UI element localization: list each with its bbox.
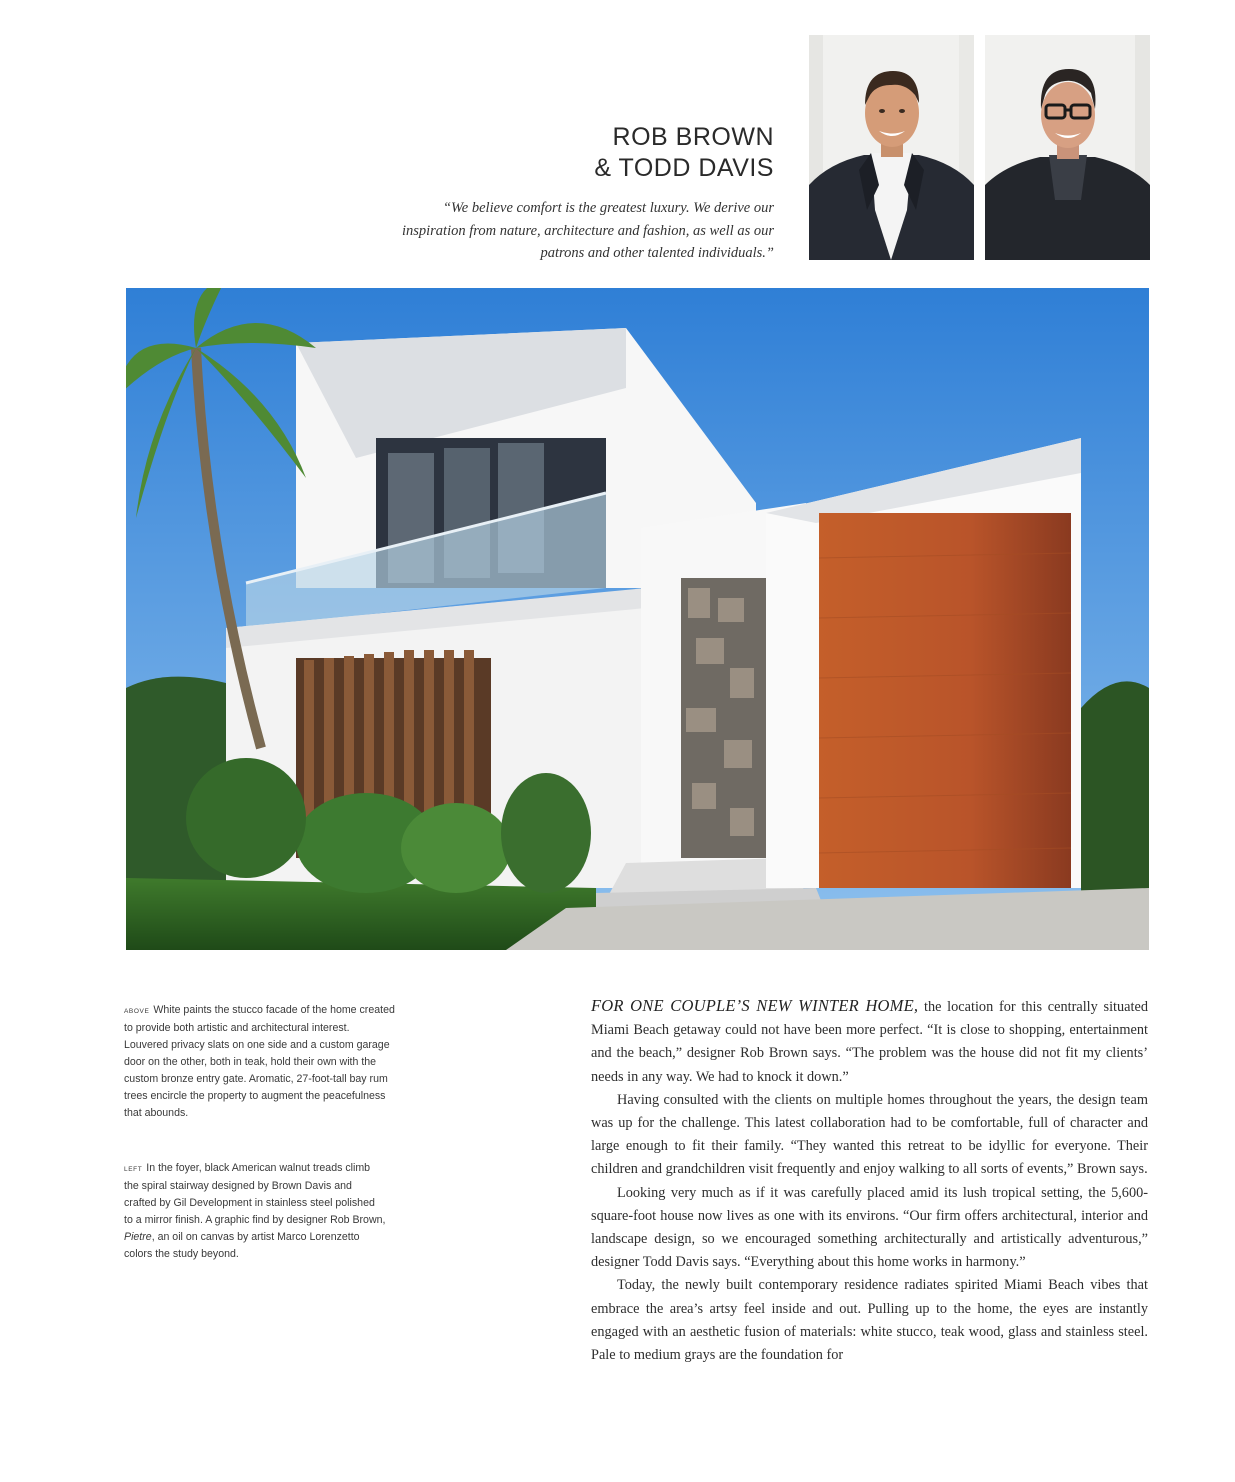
- caption-text-left-1: In the foyer, black American walnut treads climb the spiral stairway designed by Brown Davis and crafted by Gil Development in stainless steel polished to a mirror finish. A graphic find by designer Rob Brown,: [124, 1162, 386, 1226]
- artwork-title: Pietre: [124, 1231, 152, 1243]
- designer-quote: “We believe comfort is the greatest luxury. We derive our inspiration from nature, architecture and fashion, as well as our patrons and other talented individuals.”: [401, 200, 774, 261]
- article-lead-in: FOR ONE COUPLE’S NEW WINTER HOME,: [591, 996, 919, 1015]
- house-facade-illustration: [126, 288, 1149, 950]
- caption-tag-left: LEFT: [124, 1166, 143, 1173]
- caption-text-left-2: , an oil on canvas by artist Marco Lorenzetto colors the study beyond.: [124, 1231, 360, 1260]
- portrait-todd-davis: [985, 35, 1150, 260]
- house-exterior-photo: [126, 288, 1149, 950]
- caption-text-above: White paints the stucco facade of the home created to provide both artistic and architectural interest. Louvered privacy slats on one side and a custom garage door on the other, both in teak, hold their own with the custom bronze entry gate. Aromatic, 27-foot-tall bay rum trees encircle the property to augment the peacefulness that abounds.: [124, 1004, 395, 1119]
- designer-name-line-2: & TODD DAVIS: [594, 154, 774, 182]
- photo-caption-left: [124, 1160, 386, 1263]
- article-paragraph-4: Today, the newly built contemporary residence radiates spirited Miami Beach vibes that embrace the area’s artsy feel inside and out. Pulling up to the home, the eyes are instantly engaged with an aesthetic fusion of materials: white stucco, teak wood, glass and stainless steel. Pale to medium grays are the foundation for: [591, 1277, 1148, 1364]
- article-paragraph-2: Having consulted with the clients on multiple homes throughout the years, the design team was up for the challenge. This latest collaboration had to be comfortable, full of character and large enough to fit their family. “They wanted this retreat to be idyllic for everyone. Their children and grandchildren visit frequently and enjoy walking to all sorts of events,” Brown says.: [591, 1091, 1148, 1178]
- portrait-photo: [985, 35, 1150, 260]
- article-paragraph-1-text: the location for this centrally situated Miami Beach getaway could not have been more perfect. “It is close to shopping, entertainment and the beach,” designer Rob Brown says. “The problem was the house did not fit my clients’ needs in any way. We had to knock it down.”: [591, 999, 1148, 1085]
- designer-names: [540, 122, 774, 184]
- article-paragraph-3: Looking very much as if it was carefully placed amid its lush tropical setting, the 5,600-square-foot house now lives as one with its environs. “Our firm offers architectural, interior and landscape design, so we encouraged something architecturally and artistically adventurous,” designer Todd Davis says. “Everything about this home works in harmony.”: [591, 1184, 1148, 1271]
- caption-tag-above: ABOVE: [124, 1008, 150, 1015]
- photo-caption-above: [124, 1002, 396, 1122]
- article-paragraph: [591, 994, 1148, 1089]
- designer-name-line-1: ROB BROWN: [612, 123, 774, 151]
- portrait-rob-brown: [809, 35, 974, 260]
- article-body: [591, 994, 1148, 1367]
- portrait-photo: [809, 35, 974, 260]
